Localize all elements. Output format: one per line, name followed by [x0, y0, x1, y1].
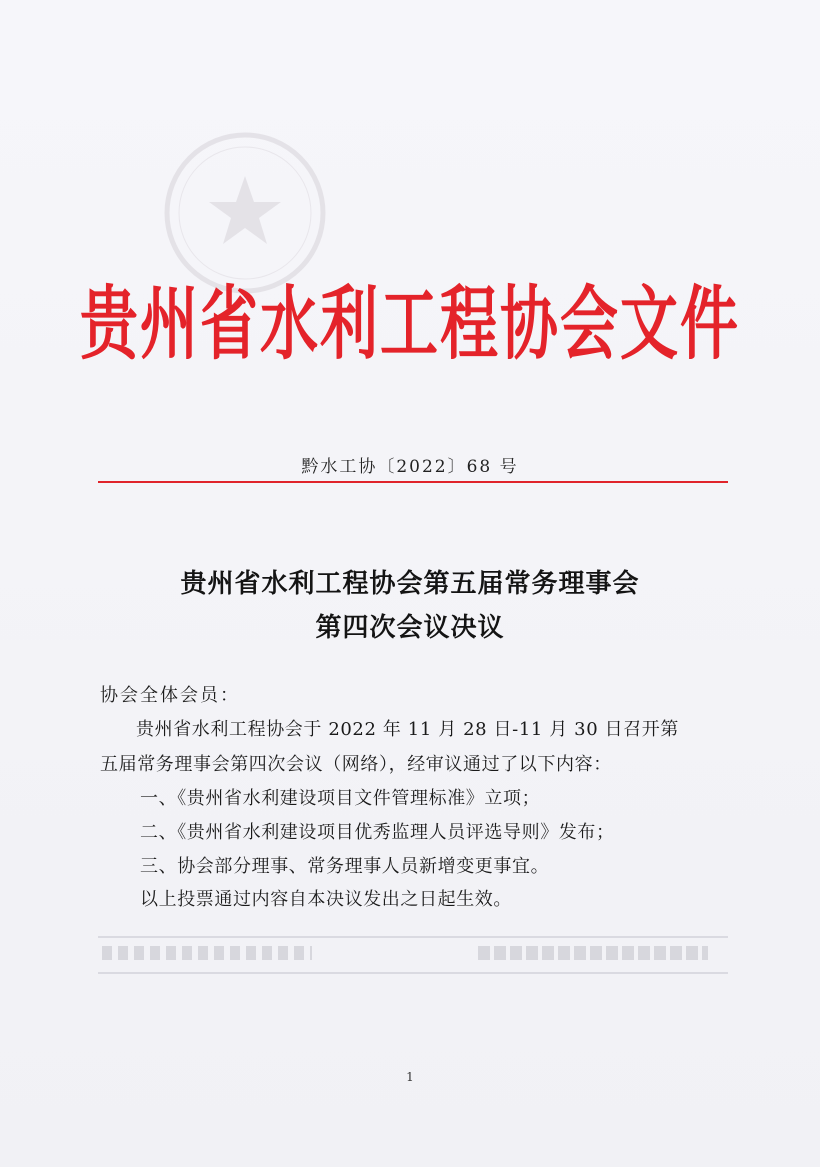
body-paragraph-line-1: 贵州省水利工程协会于 2022 年 11 月 28 日-11 月 30 日召开第	[136, 719, 680, 740]
resolution-item-2: 二、《贵州省水利建设项目优秀监理人员评选导则》发布；	[140, 822, 615, 843]
footer-bleed-through	[98, 936, 728, 976]
body-paragraph-line-2: 五届常务理事会第四次会议（网络），经审议通过了以下内容：	[100, 754, 612, 775]
resolution-item-3: 三、协会部分理事、常务理事人员新增变更事宜。	[140, 856, 550, 877]
closing-statement: 以上投票通过内容自本决议发出之日起生效。	[140, 889, 512, 910]
org-document-header: 贵州省水利工程协会文件	[79, 277, 740, 371]
salutation: 协会全体会员：	[100, 685, 240, 706]
document-title-line-1: 贵州省水利工程协会第五届常务理事会	[180, 569, 640, 599]
document-title-line-2: 第四次会议决议	[315, 613, 505, 643]
resolution-item-1: 一、《贵州省水利建设项目文件管理标准》立项；	[140, 788, 541, 809]
page-number: 1	[406, 1070, 414, 1084]
header-red-rule	[98, 481, 728, 483]
document-number: 黔水工协〔2022〕68 号	[301, 457, 519, 477]
